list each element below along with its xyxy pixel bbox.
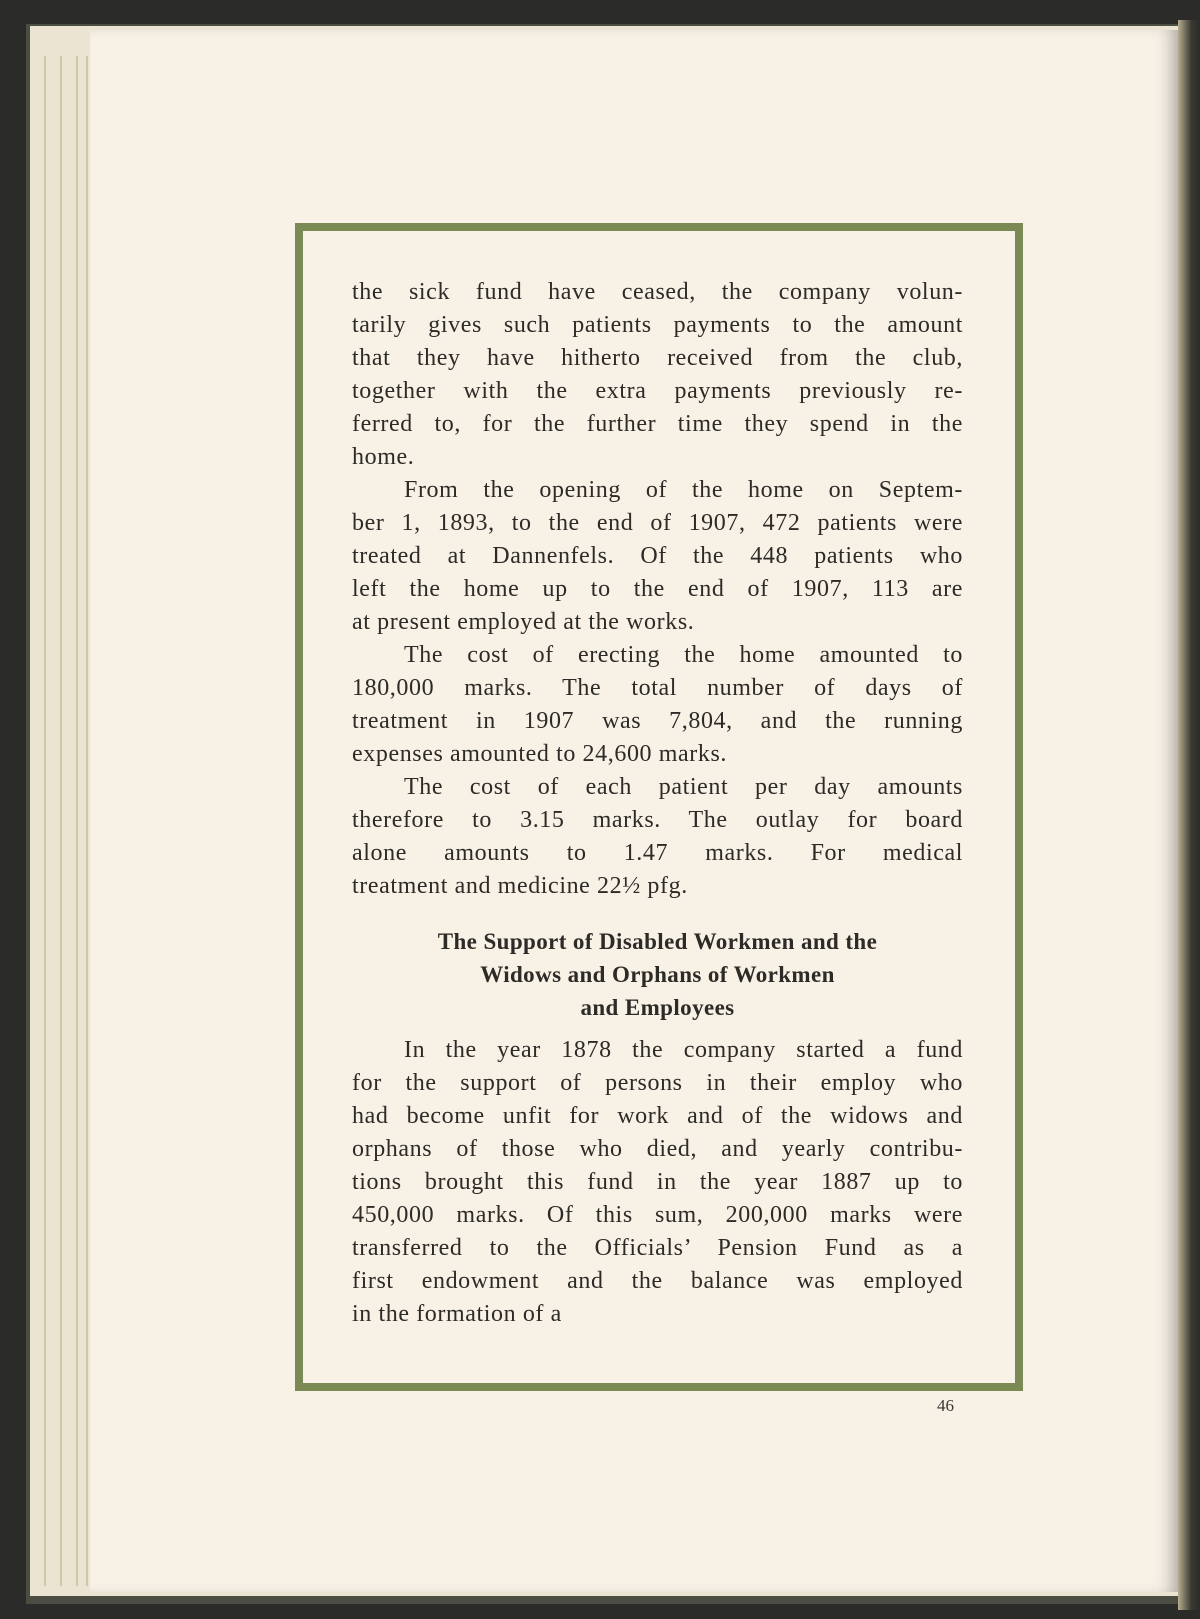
text-line: transferred to the Officials’ Pension Fund as a bbox=[352, 1235, 963, 1261]
text-line: tarily gives such patients payments to the amount bbox=[352, 312, 963, 338]
text-line: for the support of persons in their employ who bbox=[352, 1070, 963, 1096]
text-line: home. bbox=[352, 444, 415, 470]
leaf-edge bbox=[44, 56, 46, 1586]
heading-line: The Support of Disabled Workmen and the bbox=[437, 929, 878, 954]
paragraph bbox=[352, 474, 963, 639]
text-line: left the home up to the end of 1907, 113 are bbox=[352, 576, 963, 602]
page-number: 46 bbox=[937, 1396, 954, 1415]
text-line: treatment in 1907 was 7,804, and the running bbox=[352, 708, 963, 734]
text-line: ferred to, for the further time they spend in the bbox=[352, 411, 963, 437]
text-line: 450,000 marks. Of this sum, 200,000 marks were bbox=[352, 1202, 963, 1228]
paragraph bbox=[352, 771, 963, 903]
text-line: 180,000 marks. The total number of days of bbox=[352, 675, 963, 701]
text-line: at present employed at the works. bbox=[352, 609, 695, 635]
text-line: that they have hitherto received from the club, bbox=[352, 345, 963, 371]
paragraph bbox=[352, 1034, 963, 1331]
text-line: orphans of those who died, and yearly contribu- bbox=[352, 1136, 963, 1162]
heading-line: and Employees bbox=[580, 995, 735, 1020]
book-gutter bbox=[1178, 20, 1200, 1610]
text-line: From the opening of the home on Septem- bbox=[404, 477, 963, 503]
text-line: had become unfit for work and of the widows and bbox=[352, 1103, 963, 1129]
paragraph bbox=[352, 276, 963, 474]
text-line: In the year 1878 the company started a fund bbox=[404, 1037, 963, 1063]
text-line: the sick fund have ceased, the company volun- bbox=[352, 279, 963, 305]
text-line: ber 1, 1893, to the end of 1907, 472 patients were bbox=[352, 510, 963, 536]
paragraph bbox=[352, 639, 963, 771]
text-line: first endowment and the balance was employed bbox=[352, 1268, 963, 1294]
text-line: treated at Dannenfels. Of the 448 patients who bbox=[352, 543, 963, 569]
paragraphs-after bbox=[352, 1034, 963, 1331]
paragraphs-before bbox=[352, 276, 963, 903]
text-line: expenses amounted to 24,600 marks. bbox=[352, 741, 727, 767]
text-line: The cost of each patient per day amounts bbox=[404, 774, 963, 800]
page-body bbox=[352, 276, 963, 1331]
text-line: in the formation of a bbox=[352, 1301, 562, 1327]
leaf-edge bbox=[60, 56, 62, 1586]
text-line: The cost of erecting the home amounted to bbox=[404, 642, 963, 668]
text-line: tions brought this fund in the year 1887 up to bbox=[352, 1169, 963, 1195]
text-line: treatment and medicine 22½ pfg. bbox=[352, 873, 688, 899]
leaf-edge bbox=[86, 56, 88, 1586]
section-heading bbox=[352, 925, 963, 1024]
text-line: therefore to 3.15 marks. The outlay for board bbox=[352, 807, 963, 833]
text-line: alone amounts to 1.47 marks. For medical bbox=[352, 840, 963, 866]
heading-line: Widows and Orphans of Workmen bbox=[480, 962, 835, 987]
text-line: together with the extra payments previously re- bbox=[352, 378, 963, 404]
leaf-edge bbox=[76, 56, 78, 1586]
